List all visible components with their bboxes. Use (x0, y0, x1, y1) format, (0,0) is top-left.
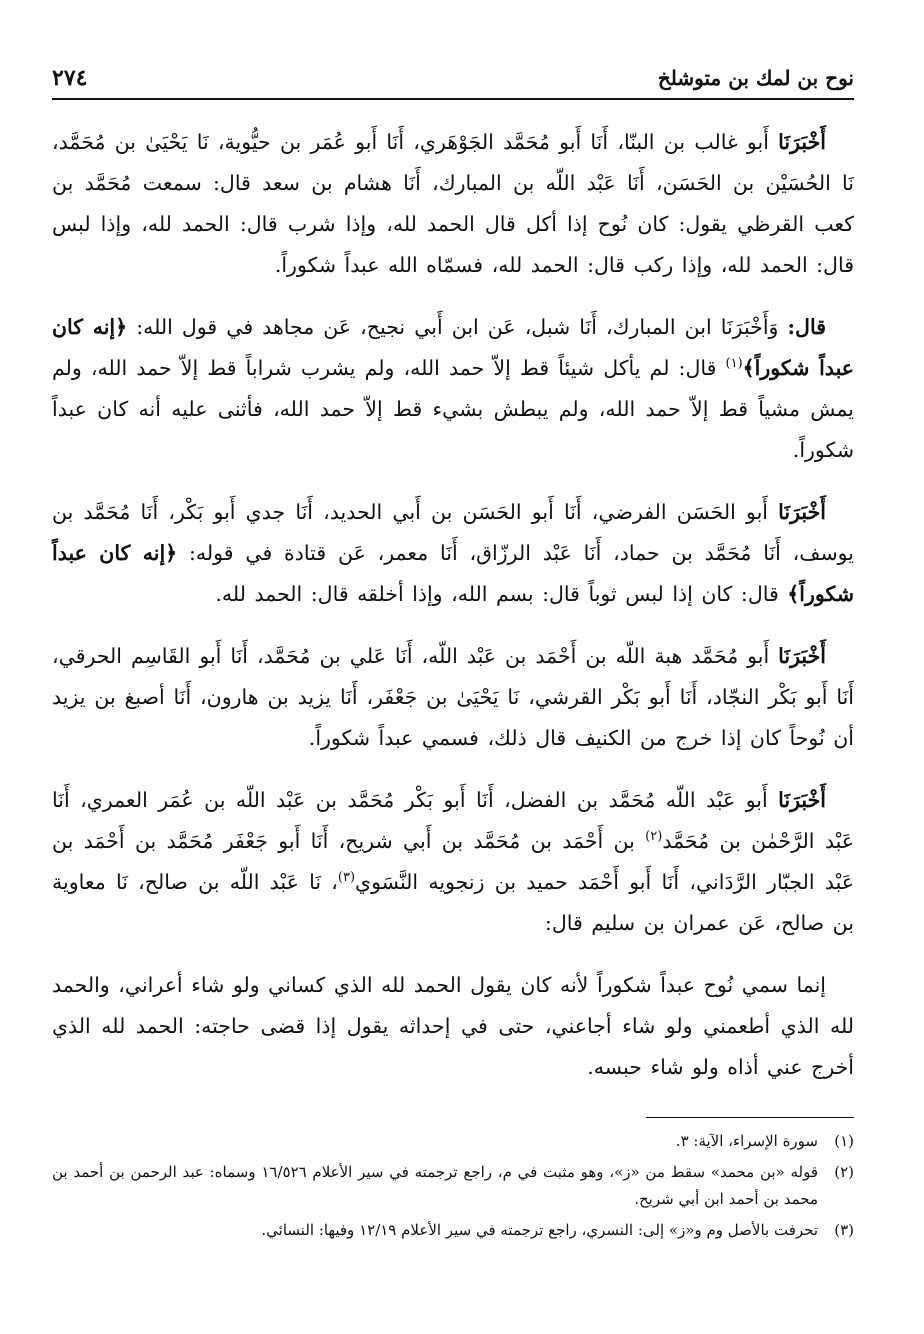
footnotes (52, 1128, 854, 1248)
paragraph-body: قال: لم يأكل شيئاً قط إلاّ حمد الله، ولم يشرب شراباً قط إلاّ حمد الله، ولم يمش مشياً قط إلاّ حمد الله، ولم يبطش بشيء قط إلاّ حمد الله، فأثنى عليه أنه كان عبداً شكوراً. (52, 356, 854, 462)
paragraph-body: قال: كان إذا لبس ثوباً قال: بسم الله، وإذا أخلقه قال: الحمد لله. (215, 582, 788, 606)
paragraph-body: ، نَا عَبْد اللّه بن صالح، نَا معاوية بن صالح، عَن عمران بن سليم قال: (52, 870, 854, 935)
paragraph-1 (52, 122, 854, 286)
paragraph-lead: أَخْبَرَنَا (778, 500, 826, 524)
footnote-text: تحرفت بالأصل وم و«ز» إلى: النسري، راجع ترجمته في سير الأعلام ١٢/١٩ وفيها: النسائي. (261, 1221, 818, 1239)
paragraph-body: إنما سمي نُوح عبداً شكوراً لأنه كان يقول الحمد لله الذي كساني ولو شاء أعراني، والحمد لله الذي أطعمني ولو شاء أجاعني، حتى في إحداثه يقول إذا قضى حاجته: الحمد لله الذي أخرج عني أذاه ولو شاء حبسه. (52, 973, 854, 1079)
footnote-text: سورة الإسراء، الآية: ٣. (675, 1132, 818, 1150)
paragraph-body: أَبو غالب بن البنّا، أَنَا أَبو مُحَمَّد الجَوْهَري، أَنَا أَبو عُمَر بن حيُّوية، نَا يَحْيَىٰ بن مُحَمَّد، نَا الحُسَيْن بن الحَسَن، أَنَا عَبْد اللّه بن المبارك، أَنَا هشام بن سعد قال: سمعت مُحَمَّد بن كعب القرظي يقول: كان نُوح إذا أكل قال الحمد لله، وإذا شرب قال: الحمد لله، وإذا لبس قال: الحمد لله، وإذا ركب قال: الحمد لله، فسمّاه الله عبداً شكوراً. (52, 130, 854, 277)
paragraph-3 (52, 492, 854, 615)
quran-quote: ﴿إنه كان عبداً شكوراً﴾ (52, 315, 854, 380)
paragraph-5 (52, 780, 854, 944)
paragraph-body: أَبو عَبْد اللّه مُحَمَّد بن الفضل، أَنَا أَبو بَكْر مُحَمَّد بن عَبْد اللّه بن عُمَر العمري، أَنَا عَبْد الرَّحْمٰن بن مُحَمَّد (52, 788, 854, 853)
footnote-ref: (٣) (337, 870, 356, 886)
paragraph-6 (52, 965, 854, 1088)
footnote-item (52, 1128, 854, 1155)
paragraph-body: أَبو مُحَمَّد هبة اللّه بن أَحْمَد بن عَبْد اللّه، أَنَا عَلي بن مُحَمَّد، أَنَا أَبو القَاسِم الحرقي، أَنَا أَبو بَكْر النجّاد، أَنَا أَبو بَكْر القرشي، نَا يَحْيَىٰ بن جَعْفَر، أَنَا يزيد بن هارون، أَنَا أصبغ بن يزيد أن نُوحاً كان إذا خرج من الكنيف قال ذلك، فسمي عبداً شكوراً. (52, 644, 854, 750)
paragraph-lead: أَخْبَرَنَا (778, 644, 826, 668)
paragraph-4 (52, 636, 854, 759)
paragraph-body: بن أَحْمَد بن مُحَمَّد بن أَبي شريح، أَنَا أَبو جَعْفَر مُحَمَّد بن أَحْمَد بن عَبْد الجبّار الرَّدَاني، أَنَا أَبو أَحْمَد حميد بن زنجويه النَّسَوي (52, 829, 854, 894)
page-number: ٢٧٤ (52, 65, 88, 91)
footnote-divider (646, 1117, 854, 1118)
paragraph-lead: قال: (787, 315, 826, 339)
footnote-item (52, 1159, 854, 1213)
footnote-number: (٢) (834, 1163, 854, 1181)
paragraph-body: أَبو الحَسَن الفرضي، أَنَا أَبو الحَسَن بن أَبي الحديد، أَنَا جدي أَبو بَكْر، أَنَا مُحَمَّد بن يوسف، أَنَا مُحَمَّد بن حماد، أَنَا عَبْد الرزّاق، أَنَا معمر، عَن قتادة في قوله: (52, 500, 854, 565)
page-header (52, 58, 854, 100)
running-title: نوح بن لمك بن متوشلخ (657, 66, 854, 90)
footnote-number: (٣) (834, 1221, 854, 1239)
footnote-number: (١) (834, 1132, 854, 1150)
footnote-ref: (١) (725, 356, 743, 372)
paragraph-lead: أَخْبَرَنَا (778, 130, 826, 154)
quran-quote: ﴿إنه كان عبداً شكوراً﴾ (52, 541, 854, 606)
footnote-ref: (٢) (645, 829, 663, 845)
paragraph-2 (52, 307, 854, 471)
footnote-text: قوله «بن محمد» سقط من «ز»، وهو مثبت في م، راجع ترجمته في سير الأعلام ١٦/٥٢٦ وسماه: عبد الرحمن بن أحمد بن محمد بن أحمد ابن أبي شريح. (52, 1163, 818, 1208)
paragraph-body: وَأَخْبَرَنَا ابن المبارك، أَنَا شبل، عَن ابن أَبي نجيح، عَن مجاهد في قول الله: (127, 315, 788, 339)
main-text (52, 122, 854, 1109)
paragraph-lead: أَخْبَرَنَا (778, 788, 826, 812)
footnote-item (52, 1217, 854, 1244)
